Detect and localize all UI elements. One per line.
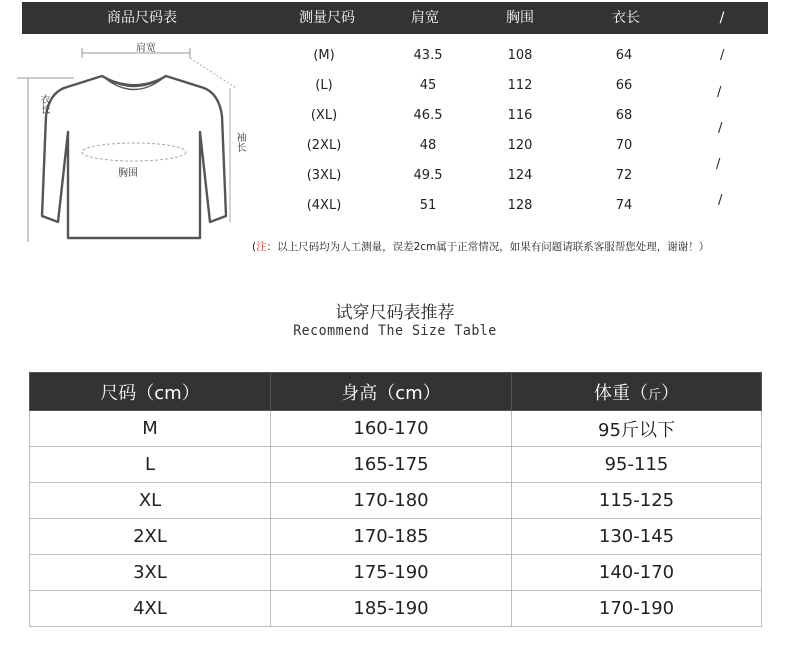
length-cell: 68 — [615, 108, 633, 123]
size-row — [0, 108, 790, 128]
header-size: 尺码（cm） — [30, 373, 271, 411]
weight-unit: 斤 — [647, 387, 661, 403]
weight-header-close: ） — [661, 382, 679, 404]
shoulder-label: 肩宽 — [136, 43, 156, 54]
length-cell: 66 — [615, 78, 633, 93]
header-chest: 胸围 — [506, 10, 534, 26]
shoulder-cell: 43.5 — [413, 48, 443, 63]
slash-mark: / — [718, 193, 723, 208]
shoulder-cell: 49.5 — [413, 168, 443, 183]
length-cell: 70 — [615, 138, 633, 153]
measurement-note — [252, 239, 709, 254]
chest-cell: 128 — [507, 198, 533, 213]
length-cell: 64 — [615, 48, 633, 63]
sleeve-label: 袖长 — [234, 132, 245, 152]
height-cell: 170-185 — [271, 519, 512, 555]
weight-cell: 140-170 — [512, 555, 762, 591]
size-row — [0, 168, 790, 188]
chest-cell: 116 — [507, 108, 533, 123]
chest-cell: 112 — [507, 78, 533, 93]
weight-cell: 115-125 — [512, 483, 762, 519]
size-cell: (L) — [315, 78, 333, 93]
recommend-header-row — [30, 373, 762, 411]
chest-cell: 124 — [507, 168, 533, 183]
weight-cell: 130-145 — [512, 519, 762, 555]
note-text: ：以上尺码均为人工测量，误差2cm属于正常情况，如果有问题请联系客服帮您处理，谢谢！） — [266, 241, 710, 253]
header-shoulder: 肩宽 — [411, 10, 439, 26]
slash-mark: / — [717, 85, 722, 100]
weight-cell: 170-190 — [512, 591, 762, 627]
shoulder-cell: 51 — [419, 198, 437, 213]
shoulder-cell: 45 — [419, 78, 437, 93]
slash-mark: / — [720, 48, 725, 63]
table-row — [30, 411, 762, 447]
height-cell: 165-175 — [271, 447, 512, 483]
size-cell: 2XL — [30, 519, 271, 555]
height-cell: 185-190 — [271, 591, 512, 627]
header-extra: / — [719, 10, 725, 26]
size-row — [0, 78, 790, 98]
header-height: 身高（cm） — [271, 373, 512, 411]
size-cell: M — [30, 411, 271, 447]
header-product-size: 商品尺码表 — [107, 10, 177, 26]
size-cell: (3XL) — [306, 168, 342, 183]
note-open-paren: ( — [252, 241, 257, 253]
note-label: 注 — [256, 241, 267, 253]
size-cell: (M) — [313, 48, 335, 63]
chest-cell: 120 — [507, 138, 533, 153]
size-row — [0, 198, 790, 218]
size-row — [0, 48, 790, 68]
table-row — [30, 483, 762, 519]
slash-mark: / — [718, 121, 723, 136]
height-cell: 175-190 — [271, 555, 512, 591]
header-weight — [512, 373, 762, 411]
weight-header-text: 体重（ — [593, 382, 648, 404]
size-cell: 4XL — [30, 591, 271, 627]
length-cell: 74 — [615, 198, 633, 213]
table-row — [30, 519, 762, 555]
weight-cell: 95-115 — [512, 447, 762, 483]
size-cell: (2XL) — [306, 138, 342, 153]
table-row — [30, 447, 762, 483]
height-cell: 160-170 — [271, 411, 512, 447]
header-length: 衣长 — [612, 10, 640, 26]
size-chart-header — [22, 2, 768, 34]
shoulder-cell: 46.5 — [413, 108, 443, 123]
header-measure-size: 测量尺码 — [299, 10, 355, 26]
recommend-table — [29, 372, 762, 627]
height-cell: 170-180 — [271, 483, 512, 519]
recommend-subtitle: Recommend The Size Table — [293, 323, 497, 339]
size-cell: 3XL — [30, 555, 271, 591]
size-row — [0, 138, 790, 158]
table-row — [30, 591, 762, 627]
recommend-title: 试穿尺码表推荐 — [335, 303, 455, 323]
chest-cell: 108 — [507, 48, 533, 63]
length-cell: 72 — [615, 168, 633, 183]
size-cell: L — [30, 447, 271, 483]
length-label: 衣长 — [38, 94, 49, 114]
slash-mark: / — [716, 157, 721, 172]
size-cell: XL — [30, 483, 271, 519]
size-cell: (4XL) — [306, 198, 342, 213]
chest-label: 胸围 — [118, 168, 138, 179]
size-cell: (XL) — [310, 108, 338, 123]
table-row — [30, 555, 762, 591]
weight-cell: 95斤以下 — [512, 411, 762, 447]
shoulder-cell: 48 — [419, 138, 437, 153]
